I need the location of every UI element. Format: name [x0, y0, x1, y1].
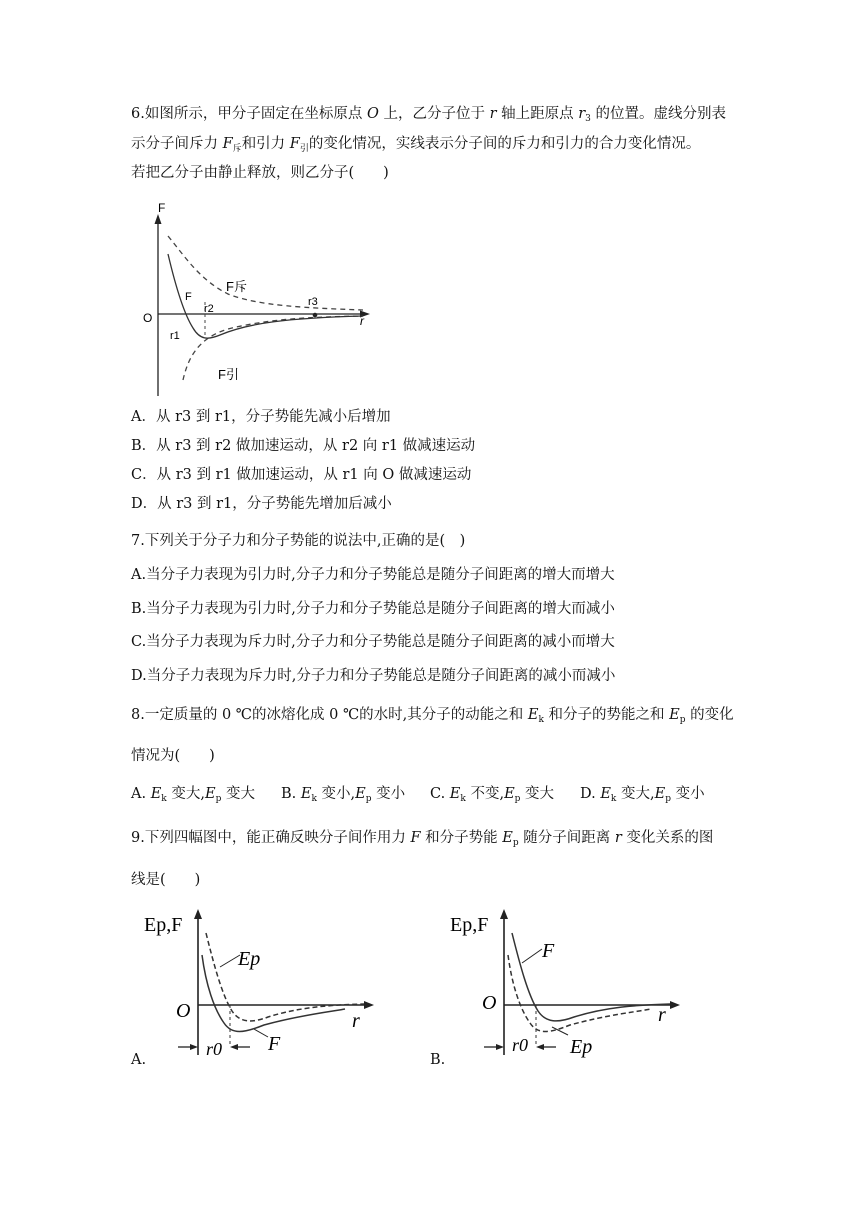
q8-option-d: D. $E_k$ 变大$,E_p$ 变小 — [580, 786, 705, 804]
q6-option-b: B．从 r3 到 r2 做加速运动，从 r2 向 r1 做减速运动 — [131, 438, 476, 454]
q7-option-a: A.当分子力表现为引力时,分子力和分子势能总是随分子间距离的增大而增大 — [131, 567, 615, 583]
q8-option-a: A. $E_k$ 变大$,E_p$ 变大 — [131, 786, 255, 804]
q9-figure-b — [446, 905, 686, 1065]
q9-stem-line2: 线是( ) — [131, 872, 201, 888]
q6-force-diagram — [138, 198, 373, 400]
q9-fig-a-r0: r0 — [206, 1039, 223, 1059]
q7-option-b: B.当分子力表现为引力时,分子力和分子势能总是随分子间距离的增大而减小 — [131, 601, 615, 617]
q6-fig-axis-F: F — [158, 201, 166, 215]
q6-option-a: A．从 r3 到 r1，分子势能先减小后增加 — [131, 409, 391, 425]
q9-fig-a-label: A. — [131, 1052, 147, 1068]
q6-fig-label-r3: r3 — [308, 296, 318, 308]
q6-fig-origin: O — [143, 311, 153, 325]
q8-option-b: B. $E_k$ 变小$,E_p$ 变小 — [281, 786, 406, 804]
q6-stem-line2: 示分子间斥力 $F_斥$和引力 $F_引$的变化情况，实线表示分子间的斥力和引力的合力变化情况。 — [131, 136, 701, 154]
q9-fig-b-xaxis: r — [658, 1004, 666, 1026]
q9-fig-a-xaxis: r — [352, 1010, 360, 1032]
q6-option-d: D．从 r3 到 r1，分子势能先增加后减小 — [131, 496, 392, 512]
q9-fig-a-curve-ep: Ep — [238, 948, 261, 970]
q9-fig-b-label: B. — [430, 1052, 446, 1068]
q6-fig-label-Fchi: F斥 — [226, 279, 247, 294]
q9-fig-a-origin: O — [176, 1000, 191, 1022]
q6-fig-axis-r: r — [360, 314, 364, 328]
q9-stem-line1: 9.下列四幅图中，能正确反映分子间作用力 F 和分子势能 $E_p$ 随分子间距离 r 变化关系的图 — [131, 830, 714, 848]
q9-fig-b-curve-f: F — [542, 940, 555, 962]
q6-fig-label-F: F — [185, 291, 192, 303]
q7-option-d: D.当分子力表现为斥力时,分子力和分子势能总是随分子间距离的减小而减小 — [131, 668, 616, 684]
q6-fig-label-r2: r2 — [204, 303, 214, 315]
q7-stem: 7.下列关于分子力和分子势能的说法中,正确的是( ) — [131, 533, 466, 549]
q9-fig-b-yaxis: Ep,F — [450, 914, 489, 936]
q9-fig-b-r0: r0 — [512, 1035, 529, 1055]
q6-fig-label-Fyin: F引 — [218, 367, 239, 382]
q9-figure-a — [140, 905, 380, 1065]
q8-stem-line1: 8.一定质量的 0 ℃的冰熔化成 0 ℃的水时,其分子的动能之和 $E_k$ 和分子的势能之和 $E_p$ 的变化 — [131, 707, 734, 725]
q7-option-c: C.当分子力表现为斥力时,分子力和分子势能总是随分子间距离的减小而增大 — [131, 634, 615, 650]
q6-option-c: C．从 r3 到 r1 做加速运动，从 r1 向 O 做减速运动 — [131, 467, 472, 483]
q9-fig-a-curve-f: F — [268, 1033, 281, 1055]
q6-fig-label-r1: r1 — [170, 330, 180, 342]
q8-stem-line2: 情况为( ) — [131, 748, 215, 764]
q6-stem-line3: 若把乙分子由静止释放，则乙分子( ) — [131, 165, 389, 181]
q9-fig-a-yaxis: Ep,F — [144, 914, 183, 936]
q8-option-c: C. $E_k$ 不变$,E_p$ 变大 — [430, 786, 555, 804]
q9-fig-b-origin: O — [482, 992, 497, 1014]
q6-stem-line1: 6.如图所示，甲分子固定在坐标原点 O 上，乙分子位于 r 轴上距原点 $r_3$ 的位置。虚线分别表 — [131, 106, 726, 124]
q9-fig-b-curve-ep: Ep — [570, 1036, 593, 1058]
